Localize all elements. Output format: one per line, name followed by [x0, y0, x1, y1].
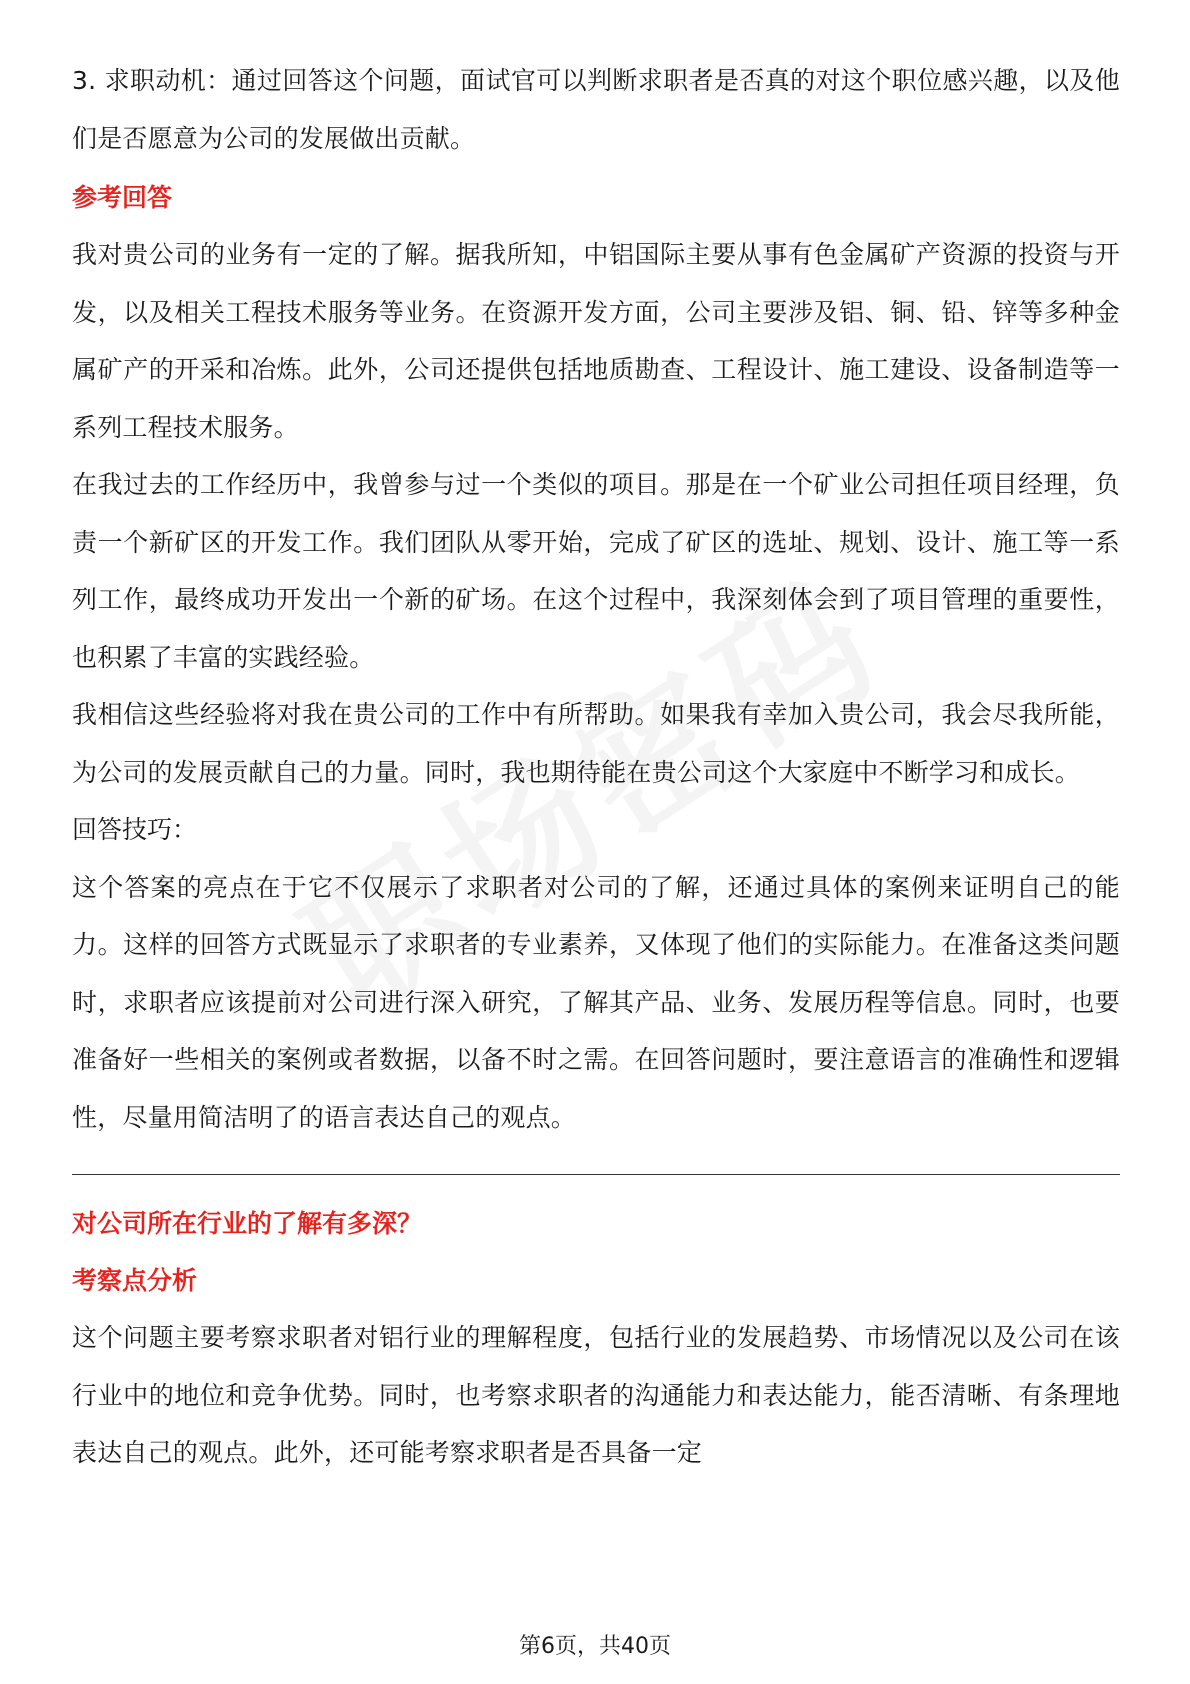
tips-heading: 回答技巧： [72, 815, 198, 844]
intro-item: 3. 求职动机：通过回答这个问题，面试官可以判断求职者是否真的对这个职位感兴趣，以及他们是否愿意为公司的发展做出贡献。 [72, 66, 1120, 153]
analysis-heading: 考察点分析 [72, 1266, 198, 1295]
reference-heading: 参考回答 [72, 183, 173, 212]
tips-paragraph: 这个答案的亮点在于它不仅展示了求职者对公司的了解，还通过具体的案例来证明自己的能力。这样的回答方式既显示了求职者的专业素养，又体现了他们的实际能力。在准备这类问题时，求职者应该提前对公司进行深入研究，了解其产品、业务、发展历程等信息。同时，也要准备好一些相关的案例或者数据，以备不时之需。在回答问题时，要注意语言的准确性和逻辑性，尽量用简洁明了的语言表达自己的观点。 [72, 872, 1120, 1132]
section-divider [72, 1174, 1120, 1175]
reference-paragraph-3: 我相信这些经验将对我在贵公司的工作中有所帮助。如果我有幸加入贵公司，我会尽我所能，为公司的发展贡献自己的力量。同时，我也期待能在贵公司这个大家庭中不断学习和成长。 [72, 700, 1120, 787]
reference-paragraph-1: 我对贵公司的业务有一定的了解。据我所知，中铝国际主要从事有色金属矿产资源的投资与开发，以及相关工程技术服务等业务。在资源开发方面，公司主要涉及铝、铜、铅、锌等多种金属矿产的开采和冶炼。此外，公司还提供包括地质勘查、工程设计、施工建设、设备制造等一系列工程技术服务。 [72, 240, 1120, 442]
document-page [72, 52, 1120, 1482]
page-footer: 第6页，共40页 [519, 1634, 671, 1659]
analysis-paragraph: 这个问题主要考察求职者对铝行业的理解程度，包括行业的发展趋势、市场情况以及公司在该行业中的地位和竞争优势。同时，也考察求职者的沟通能力和表达能力，能否清晰、有条理地表达自己的观点。此外，还可能考察求职者是否具备一定 [72, 1323, 1120, 1467]
reference-paragraph-2: 在我过去的工作经历中，我曾参与过一个类似的项目。那是在一个矿业公司担任项目经理，负责一个新矿区的开发工作。我们团队从零开始，完成了矿区的选址、规划、设计、施工等一系列工作，最终成功开发出一个新的矿场。在这个过程中，我深刻体会到了项目管理的重要性，也积累了丰富的实践经验。 [72, 470, 1120, 672]
question-title: 对公司所在行业的了解有多深？ [72, 1209, 423, 1238]
